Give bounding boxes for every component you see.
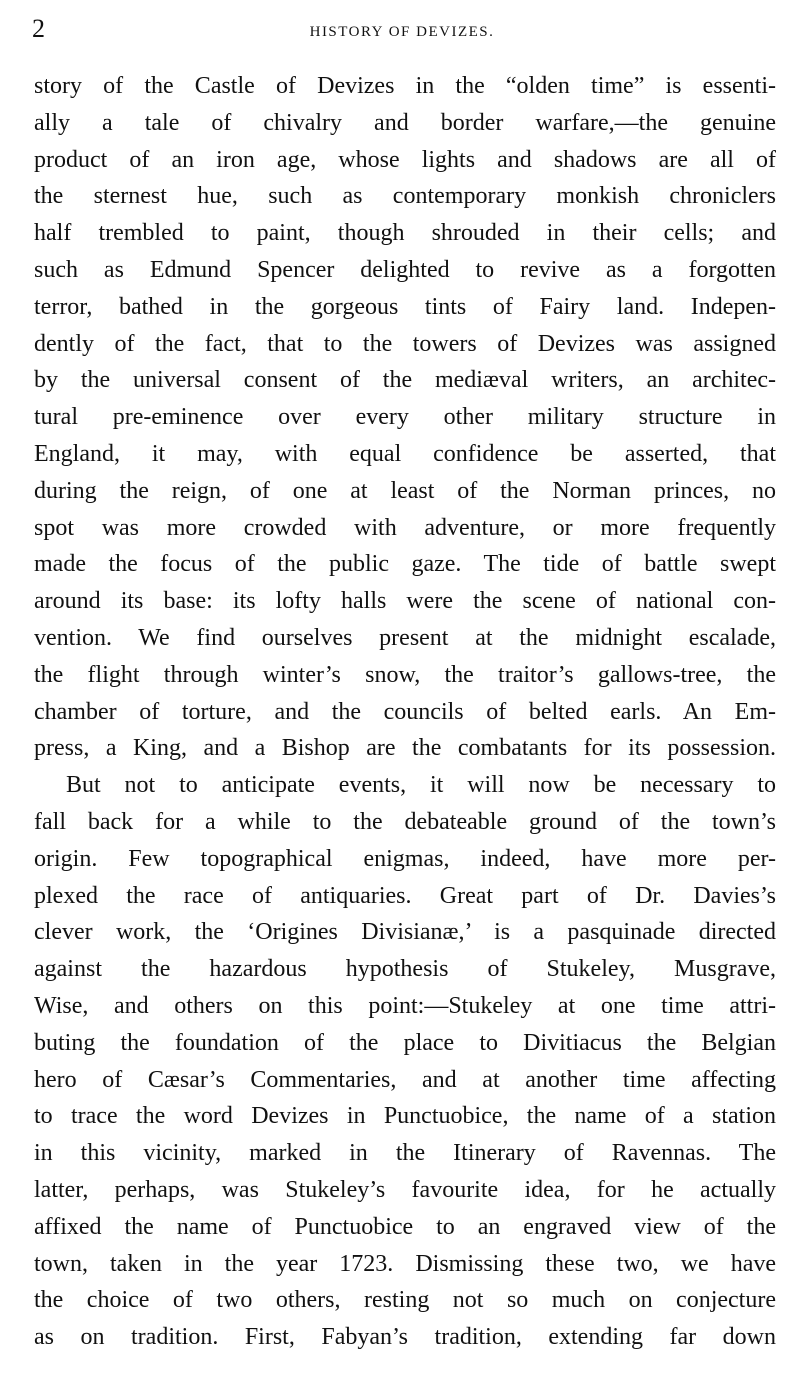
text-line: dently of the fact, that to the towers of Devizes was assigned	[34, 330, 776, 357]
text-line: Wise, and others on this point:—Stukeley at one time attri-	[34, 992, 776, 1019]
text-line: in this vicinity, marked in the Itinerary of Ravennas. The	[34, 1140, 776, 1167]
text-line: ally a tale of chivalry and border warfare,—the genuine	[34, 109, 776, 136]
text-line: tural pre-eminence over every other military structure in	[34, 404, 776, 431]
text-line: latter, perhaps, was Stukeley’s favourite idea, for he actually	[34, 1176, 776, 1203]
text-line: story of the Castle of Devizes in the “olden time” is essenti-	[34, 73, 776, 99]
text-line: fall back for a while to the debateable ground of the town’s	[34, 808, 776, 835]
text-line: origin. Few topographical enigmas, indeed, have more per-	[34, 845, 776, 872]
text-line: affixed the name of Punctuobice to an engraved view of the	[34, 1213, 776, 1240]
text-line: the choice of two others, resting not so much on conjecture	[34, 1287, 776, 1314]
text-line: spot was more crowded with adventure, or more frequently	[34, 514, 776, 541]
text-line: vention. We find ourselves present at the midnight escalade,	[34, 624, 776, 651]
text-line: chamber of torture, and the councils of belted earls. An Em-	[34, 698, 776, 725]
text-line: such as Edmund Spencer delighted to revive as a forgotten	[34, 256, 776, 283]
text-line: clever work, the ‘Origines Divisianæ,’ is a pasquinade directed	[34, 919, 776, 946]
text-line: half trembled to paint, though shrouded in their cells; and	[34, 220, 776, 247]
text-line: plexed the race of antiquaries. Great part of Dr. Davies’s	[34, 882, 776, 909]
body-text	[34, 68, 776, 1356]
text-line: made the focus of the public gaze. The tide of battle swept	[34, 551, 776, 578]
text-line: hero of Cæsar’s Commentaries, and at another time affecting	[34, 1066, 776, 1093]
text-line: press, a King, and a Bishop are the combatants for its possession.	[34, 735, 776, 762]
text-line: terror, bathed in the gorgeous tints of Fairy land. Indepen-	[34, 293, 776, 320]
text-line: by the universal consent of the mediæval writers, an architec-	[34, 367, 776, 394]
text-line: against the hazardous hypothesis of Stukeley, Musgrave,	[34, 956, 776, 983]
text-line: around its base: its lofty halls were the scene of national con-	[34, 588, 776, 615]
text-line: the sternest hue, such as contemporary monkish chroniclers	[34, 183, 776, 210]
text-line: But not to anticipate events, it will now be necessary to	[66, 772, 776, 799]
text-line: buting the foundation of the place to Divitiacus the Belgian	[34, 1029, 776, 1056]
page-number: 2	[32, 14, 45, 43]
text-line: as on tradition. First, Fabyan’s tradition, extending far down	[34, 1324, 776, 1351]
text-line: to trace the word Devizes in Punctuobice, the name of a station	[34, 1103, 776, 1130]
text-line: England, it may, with equal confidence be asserted, that	[34, 440, 776, 467]
running-head: HISTORY OF DEVIZES.	[309, 24, 495, 40]
text-line: town, taken in the year 1723. Dismissing these two, we have	[34, 1250, 776, 1277]
text-line: during the reign, of one at least of the Norman princes, no	[34, 477, 776, 504]
text-line: product of an iron age, whose lights and shadows are all of	[34, 146, 776, 173]
text-line: the flight through winter’s snow, the traitor’s gallows-tree, the	[34, 661, 776, 688]
page-header	[32, 10, 772, 50]
